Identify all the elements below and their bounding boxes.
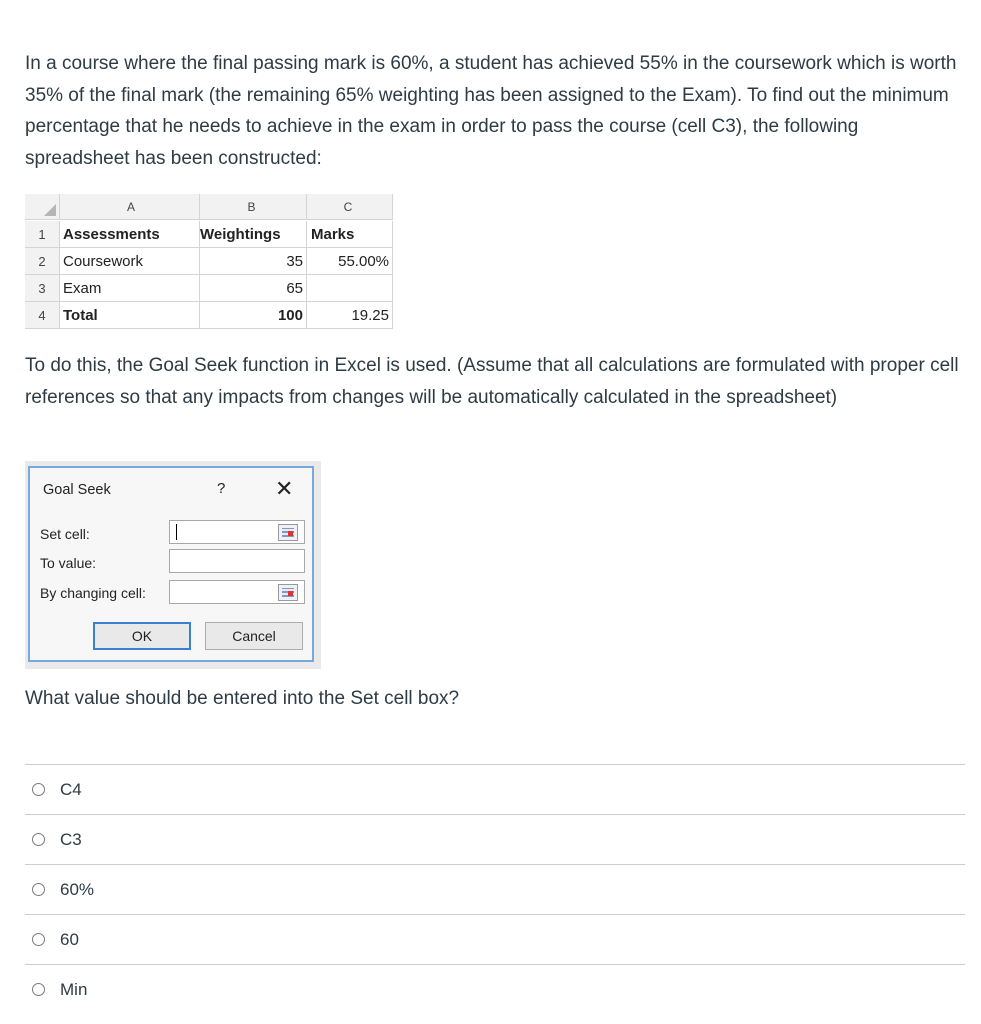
radio-button[interactable] bbox=[32, 883, 45, 896]
cell-b1: Weightings bbox=[200, 221, 307, 248]
sheet-row-4 bbox=[25, 302, 393, 329]
to-value-label: To value: bbox=[40, 555, 97, 571]
select-all-corner bbox=[25, 194, 60, 220]
collapse-dialog-icon[interactable] bbox=[278, 584, 298, 601]
answer-option[interactable] bbox=[25, 814, 965, 864]
answer-option[interactable] bbox=[25, 764, 965, 814]
answer-label: 60% bbox=[60, 879, 95, 899]
answer-option[interactable] bbox=[25, 964, 965, 1014]
cell-c4: 19.25 bbox=[307, 302, 393, 329]
row-number: 2 bbox=[25, 248, 60, 275]
cell-a1: Assessments bbox=[60, 221, 200, 248]
answer-label: 60 bbox=[60, 929, 79, 949]
row-number: 3 bbox=[25, 275, 60, 302]
sheet-row-3 bbox=[25, 275, 393, 302]
sheet-row-2 bbox=[25, 248, 393, 275]
sheet-row-1 bbox=[25, 221, 393, 248]
answer-label: Min bbox=[60, 979, 88, 999]
question-intro: In a course where the final passing mark is 60%, a student has achieved 55% in the coursework which is worth 35% of the final mark (the remaining 65% weighting has been assigned to the Exam). To find out the minimum percentage that he needs to achieve in the exam in order to pass the course (cell C3), the following spreadsheet has been constructed: bbox=[25, 53, 957, 169]
cell-a2: Coursework bbox=[60, 248, 200, 275]
cell-a3: Exam bbox=[60, 275, 200, 302]
cell-b2: 35 bbox=[200, 248, 307, 275]
column-header-c: C bbox=[307, 194, 393, 220]
column-header-a: A bbox=[60, 194, 200, 220]
changing-cell-label: By changing cell: bbox=[40, 585, 146, 601]
ok-button[interactable]: OK bbox=[93, 622, 191, 650]
text-caret bbox=[176, 524, 177, 540]
help-button[interactable]: ? bbox=[217, 480, 226, 497]
cancel-button[interactable]: Cancel bbox=[205, 622, 303, 650]
to-value-input[interactable] bbox=[169, 549, 305, 573]
answer-option[interactable] bbox=[25, 864, 965, 914]
radio-button[interactable] bbox=[32, 783, 45, 796]
answer-option[interactable] bbox=[25, 914, 965, 964]
question-middle: To do this, the Goal Seek function in Excel is used. (Assume that all calculations are formulated with proper cell references so that any impacts from changes will be automatically calculated in the spreadsheet) bbox=[25, 355, 959, 408]
answer-label: C3 bbox=[60, 829, 82, 849]
column-header-row bbox=[25, 194, 393, 221]
answer-label: C4 bbox=[60, 779, 82, 799]
cell-c1: Marks bbox=[307, 221, 393, 248]
set-cell-label: Set cell: bbox=[40, 526, 90, 542]
collapse-dialog-icon[interactable] bbox=[278, 524, 298, 541]
row-number: 4 bbox=[25, 302, 60, 329]
cell-c2: 55.00% bbox=[307, 248, 393, 275]
cell-b4: 100 bbox=[200, 302, 307, 329]
close-icon[interactable]: ✕ bbox=[275, 476, 294, 501]
column-header-b: B bbox=[200, 194, 307, 220]
radio-button[interactable] bbox=[32, 833, 45, 846]
spreadsheet bbox=[25, 194, 393, 329]
radio-button[interactable] bbox=[32, 933, 45, 946]
cell-b3: 65 bbox=[200, 275, 307, 302]
cell-c3 bbox=[307, 275, 393, 302]
question-prompt: What value should be entered into the Set cell box? bbox=[25, 688, 460, 709]
dialog-title: Goal Seek bbox=[43, 482, 111, 498]
row-number: 1 bbox=[25, 221, 60, 248]
radio-button[interactable] bbox=[32, 983, 45, 996]
answer-list bbox=[25, 764, 965, 1014]
cell-a4: Total bbox=[60, 302, 200, 329]
goal-seek-dialog bbox=[28, 466, 314, 662]
